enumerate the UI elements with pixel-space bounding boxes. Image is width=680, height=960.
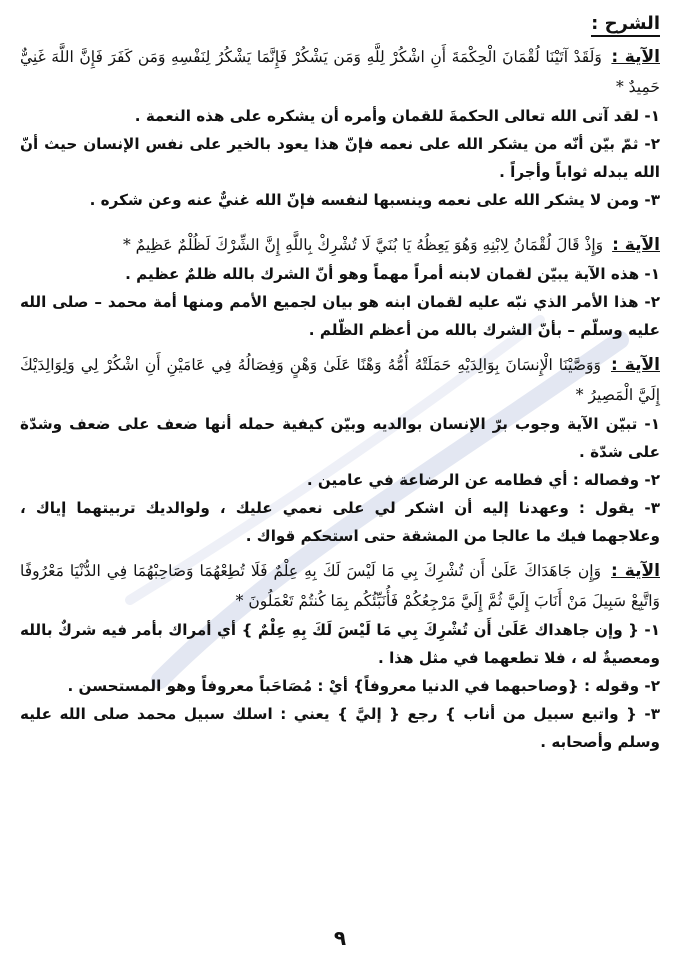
ayah-label: الآية :: [611, 561, 660, 581]
section-heading: [20, 10, 660, 38]
explanation-point: ٢- هذا الأمر الذي نبّه عليه لقمان ابنه هو بيان لجميع الأمم ومنها أمة محمد – صلى الله عليه وسلّم – بأنّ الشرك بالله من أعظم الظّلم .: [20, 293, 660, 339]
ayah-section-4: [20, 556, 660, 756]
explanation-point: ١- تبيّن الآية وجوب برّ الإنسان بوالديه وبيّن كيفية حمله أنها ضعف على ضعف وشدّة على شدّة .: [20, 415, 660, 461]
ayah-verse: وَإِذْ قَالَ لُقْمَانُ لِابْنِهِ وَهُوَ يَعِظُهُ يَا بُنَيَّ لَا تُشْرِكْ بِاللَّهِ إِنَّ الشِّرْكَ لَظُلْمٌ عَظِيمٌ *: [122, 236, 604, 254]
explanation-point: ٢- ثمّ بيّن أنّه من يشكر الله على نعمه فإنّ هذا يعود بالخير على نفس الإنسان حيث أنّ الله يبدله ثواباً وأجراً .: [20, 135, 660, 181]
explanation-point: ١- لقد آتى الله تعالى الحكمةَ للقمان وأمره أن يشكره على هذه النعمة .: [134, 107, 660, 125]
explanation-content: [20, 8, 660, 756]
ayah-section-2: [20, 230, 660, 344]
ayah-section-1: [20, 42, 660, 214]
explanation-point: ٣- يقول : وعهدنا إليه أن اشكر لي على نعمي عليك ، ولوالديك تربيتهما إياك ، وعلاجهما فيك ما عالجا من المشقة حتى استحكم قواك .: [20, 499, 660, 545]
explanation-point: ١- { وإن جاهداك عَلَىٰ أَن تُشْرِكَ بِي مَا لَيْسَ لَكَ بِهِ عِلْمٌ } أي أمراك بأمر فيه شركٌ بالله ومعصيةٌ له ، فلا تطعهما في مثل هذا .: [20, 621, 660, 667]
explanation-point: ٢- وقوله : {وصاحبهما في الدنيا معروفاً} أيْ : مُصَاحَباً معروفاً وهو المستحسن .: [67, 677, 660, 695]
ayah-text: [20, 230, 660, 260]
explanation-point: ١- هذه الآية يبيّن لقمان لابنه أمراً مهماً وهو أنّ الشرك بالله ظلمٌ عظيم .: [125, 265, 660, 283]
ayah-label: الآية :: [611, 47, 660, 67]
heading-text: الشرح :: [591, 13, 660, 37]
ayah-verse: وَإِن جَاهَدَاكَ عَلَىٰ أَن تُشْرِكَ بِي مَا لَيْسَ لَكَ بِهِ عِلْمٌ فَلَا تُطِعْهُمَا وَصَاحِبْهُمَا فِي الدُّنْيَا مَعْرُوفًا وَاتَّبِعْ سَبِيلَ مَنْ أَنَابَ إِلَيَّ ثُمَّ إِلَيَّ مَرْجِعُكُمْ فَأُنَبِّئُكُم بِمَا كُنتُمْ تَعْمَلُونَ *: [20, 562, 660, 610]
page-number: ٩: [333, 926, 347, 950]
explanation-point: ٣- { واتبع سبيل من أناب } رجع { إليَّ } يعني : اسلك سبيل محمد صلى الله عليه وسلم وأصحابه .: [20, 705, 660, 751]
ayah-label: الآية :: [611, 355, 660, 375]
ayah-text: [20, 350, 660, 410]
ayah-label: الآية :: [612, 235, 660, 255]
ayah-text: [20, 556, 660, 616]
ayah-text: [20, 42, 660, 102]
ayah-section-3: [20, 350, 660, 550]
ayah-verse: وَوَصَّيْنَا الْإِنسَانَ بِوَالِدَيْهِ حَمَلَتْهُ أُمُّهُ وَهْنًا عَلَىٰ وَهْنٍ وَفِصَالُهُ فِي عَامَيْنِ أَنِ اشْكُرْ لِي وَلِوَالِدَيْكَ إِلَيَّ الْمَصِيرُ *: [20, 356, 660, 404]
explanation-point: ٢- وفصاله : أي فطامه عن الرضاعة في عامين .: [306, 471, 660, 489]
ayah-verse: وَلَقَدْ آتَيْنَا لُقْمَانَ الْحِكْمَةَ أَنِ اشْكُرْ لِلَّهِ وَمَن يَشْكُرْ فَإِنَّمَا يَشْكُرُ لِنَفْسِهِ وَمَن كَفَرَ فَإِنَّ اللَّهَ غَنِيٌّ حَمِيدٌ *: [20, 48, 660, 96]
explanation-point: ٣- ومن لا يشكر الله على نعمه وينسبها لنفسه فإنّ الله غنيٌّ عنه وعن شكره .: [89, 191, 660, 209]
